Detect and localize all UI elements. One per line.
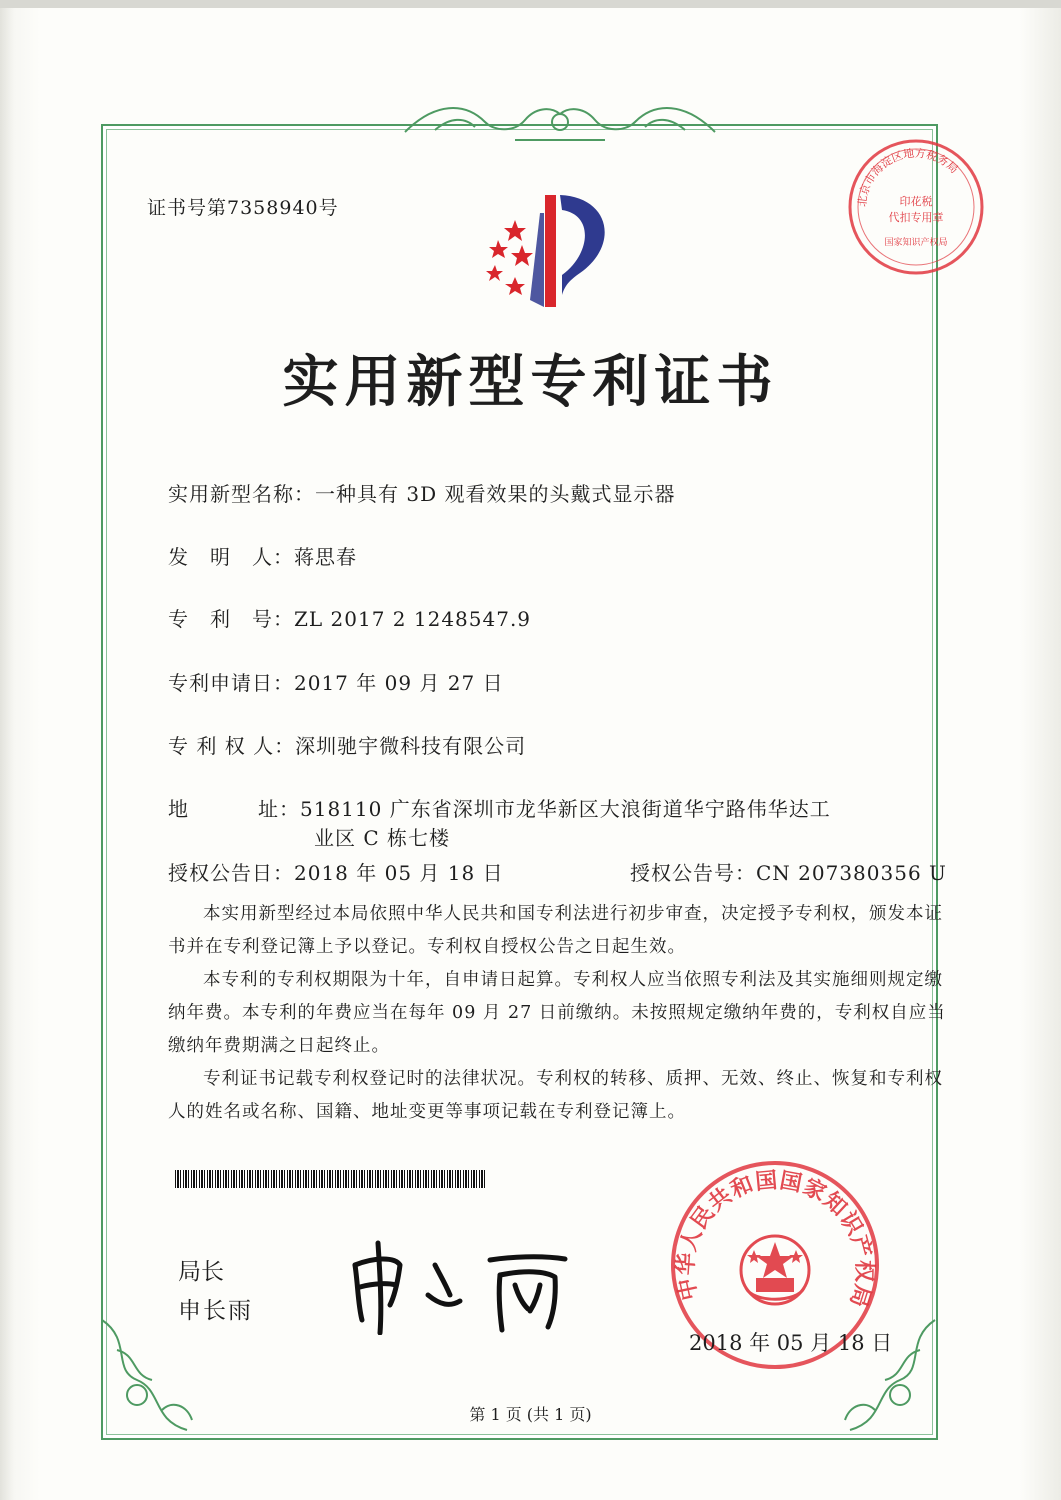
grant-date-label: 授权公告日：	[168, 861, 294, 885]
address-label-2: 址：	[258, 797, 300, 821]
filing-date-label: 专利申请日：	[168, 671, 294, 695]
grant-date-value: 2018 年 05 月 18 日	[294, 861, 504, 885]
certificate-title: 实用新型专利证书	[282, 349, 779, 415]
barcode	[175, 1170, 485, 1188]
grant-number-label: 授权公告号：	[630, 861, 756, 885]
certificate-number: 证书号第7358940号	[147, 197, 339, 219]
handwritten-signature-icon	[340, 1235, 590, 1335]
utility-model-name-row	[168, 478, 675, 507]
inventor-row	[168, 541, 357, 570]
utility-model-name-label: 实用新型名称：	[168, 482, 315, 506]
inventor-value: 蒋思春	[294, 545, 357, 569]
tax-stamp-outer-text: 北京市海淀区地方税务局	[855, 146, 961, 208]
scan-edge	[0, 0, 1061, 8]
patent-office-logo-icon	[470, 185, 620, 320]
director-name: 申长雨	[178, 1298, 253, 1324]
body-paragraph-1: 本实用新型经过本局依照中华人民共和国专利法进行初步审查，决定授予专利权，颁发本证书并在专利登记簿上予以登记。专利权自授权公告之日起生效。	[168, 904, 943, 957]
address-row	[258, 793, 831, 822]
director-title: 局长	[178, 1259, 224, 1285]
grant-number-row	[630, 857, 947, 886]
address-label-1: 地	[168, 797, 189, 821]
official-seal-text: 中华人民共和国国家知识产权局	[673, 1168, 877, 1311]
tax-stamp-inner-2: 代扣专用章	[888, 211, 944, 224]
official-seal-date: 2018 年 05 月 18 日	[689, 1331, 893, 1355]
body-paragraph-3: 专利证书记载专利权登记时的法律状况。专利权的转移、质押、无效、终止、恢复和专利权人的姓名或名称、国籍、地址变更等事项记载在专利登记簿上。	[168, 1069, 943, 1122]
patent-number-label: 专 利 号：	[168, 607, 294, 631]
page-number: 第 1 页 (共 1 页)	[469, 1405, 592, 1424]
tax-stamp-inner-3: 国家知识产权局	[884, 238, 948, 248]
grant-date-row	[168, 857, 504, 886]
patentee-label: 专 利 权 人：	[168, 734, 296, 758]
address-value-1: 518110 广东省深圳市龙华新区大浪街道华宁路伟华达工	[300, 797, 831, 821]
tax-stamp-inner-1: 印花税	[899, 195, 933, 208]
filing-date-value: 2017 年 09 月 27 日	[294, 671, 504, 695]
patentee-row	[168, 730, 526, 759]
patentee-value: 深圳驰宇微科技有限公司	[295, 734, 527, 758]
grant-number-value: CN 207380356 U	[756, 861, 947, 885]
patent-number-value: ZL 2017 2 1248547.9	[294, 607, 532, 631]
top-ornament-icon	[395, 92, 725, 152]
address-value-2: 业区 C 栋七楼	[314, 826, 451, 850]
body-paragraph-2: 本专利的专利权期限为十年，自申请日起算。专利权人应当依照专利法及其实施细则规定缴纳年费。本专利的年费应当在每年 09 月 27 日前缴纳。未按照规定缴纳年费的，专利权自应当缴纳年费期满之日起终止。	[168, 970, 946, 1056]
inventor-label: 发 明 人：	[168, 545, 294, 569]
utility-model-name-value: 一种具有 3D 观看效果的头戴式显示器	[315, 482, 676, 506]
certificate-body	[168, 898, 948, 1129]
filing-date-row	[168, 667, 504, 696]
patent-number-row	[168, 603, 531, 632]
tax-stamp-icon	[844, 135, 989, 280]
